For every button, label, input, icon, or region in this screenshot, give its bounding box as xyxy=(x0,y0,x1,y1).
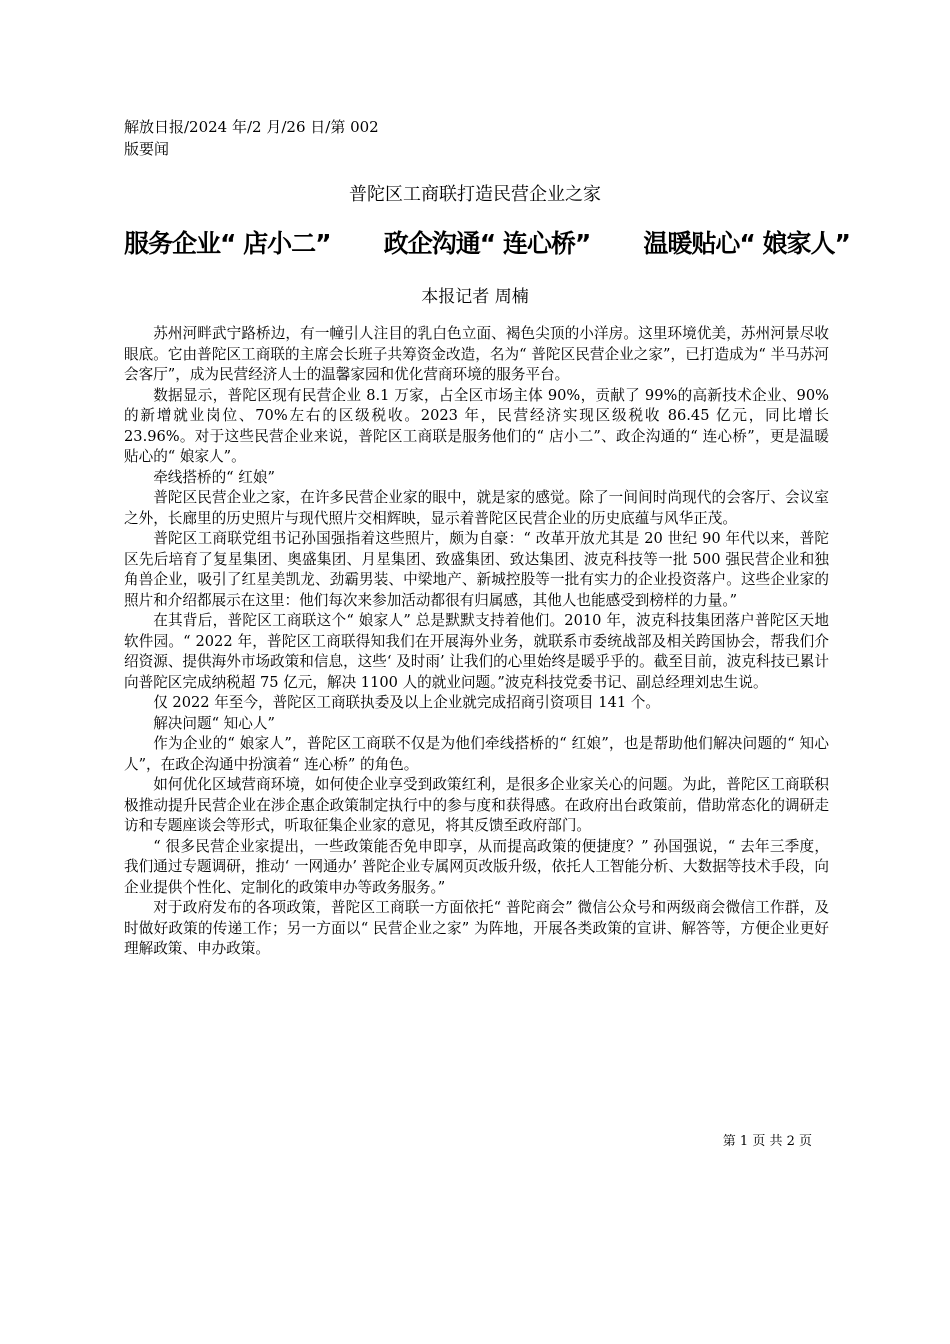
paragraph: 在其背后，普陀区工商联这个“ 娘家人” 总是默默支持着他们。2010 年，波克科技集团落户普陀区天地软件园。“ 2022 年，普陀区工商联得知我们在开展海外业务，就联系市委统战部及相关跨国协会，帮我们介绍资源、提供海外市场政策和信息，这些‘ 及时雨’ 让我们的心里始终是暖乎乎的。截至目前，波克科技已累计向普陀区完成纳税超 75 亿元，解决 1100 人的就业问题。”波克科技党委书记、副总经理刘忠生说。 xyxy=(124,612,829,691)
source-line-1: 解放日报/2024 年/2 月/26 日/第 002 xyxy=(124,118,379,136)
page-number: 第 1 页 共 2 页 xyxy=(722,1134,812,1149)
headline-part-1: 服务企业“ 店小二” xyxy=(124,229,331,258)
paragraph: 如何优化区域营商环境，如何使企业享受到政策红利，是很多企业家关心的问题。为此，普陀区工商联积极推动提升民营企业在涉企惠企政策制定执行中的参与度和获得感。在政府出台政策前，借助常态化的调研走访和专题座谈会等形式，听取征集企业家的意见，将其反馈至政府部门。 xyxy=(124,776,829,834)
paragraph: 普陀区民营企业之家，在许多民营企业家的眼中，就是家的感觉。除了一间间时尚现代的会客厅、会议室之外，长廊里的历史照片与现代照片交相辉映，显示着普陀区民营企业的历史底蕴与风华正茂。 xyxy=(124,489,829,527)
source-line-2: 版要闻 xyxy=(124,140,170,158)
article-subtitle: 普陀区工商联打造民营企业之家 xyxy=(349,184,601,205)
article-headline xyxy=(124,224,850,260)
paragraph: 数据显示，普陀区现有民营企业 8.1 万家，占全区市场主体 90%，贡献了 99%的高新技术企业、90%的新增就业岗位、70%左右的区级税收。2023 年，民营经济实现区级税收 86.45 亿元，同比增长 23.96%。对于这些民营企业来说，普陀区工商联是服务他们的“ 店小二”、政企沟通的“ 连心桥”，更是温暖贴心的“ 娘家人”。 xyxy=(124,386,829,465)
paragraph: 对于政府发布的各项政策，普陀区工商联一方面依托“ 普陀商会” 微信公众号和两级商会微信工作群，及时做好政策的传递工作；另一方面以“ 民营企业之家” 为阵地，开展各类政策的宣讲、解答等，方便企业更好理解政策、申办政策。 xyxy=(124,899,829,957)
section-heading: 牵线搭桥的“ 红娘” xyxy=(153,468,275,486)
section-heading: 解决问题“ 知心人” xyxy=(153,714,275,732)
headline-part-3: 温暖贴心“ 娘家人” xyxy=(643,229,850,258)
source-info xyxy=(124,116,379,160)
article-body xyxy=(124,324,829,960)
paragraph: 仅 2022 年至今，普陀区工商联执委及以上企业就完成招商引资项目 141 个。 xyxy=(153,694,660,711)
paragraph: 作为企业的“ 娘家人”，普陀区工商联不仅是为他们牵线搭桥的“ 红娘”，也是帮助他们解决问题的“ 知心人”，在政企沟通中扮演着“ 连心桥” 的角色。 xyxy=(124,735,829,773)
headline-part-2: 政企沟通“ 连心桥” xyxy=(383,229,591,258)
byline: 本报记者 周楠 xyxy=(421,287,529,307)
paragraph: “ 很多民营企业家提出，一些政策能否免申即享，从而提高政策的便捷度？” 孙国强说，“ 去年三季度，我们通过专题调研，推动‘ 一网通办’ 普陀企业专属网页改版升级，依托人工智能分析、大数据等技术手段，向企业提供个性化、定制化的政策申办等政务服务。” xyxy=(124,837,829,896)
paragraph: 苏州河畔武宁路桥边，有一幢引人注目的乳白色立面、褐色尖顶的小洋房。这里环境优美，苏州河景尽收眼底。它由普陀区工商联的主席会长班子共筹资金改造，名为“ 普陀区民营企业之家”，已打造成为“ 半马苏河会客厅”，成为民营经济人士的温馨家园和优化营商环境的服务平台。 xyxy=(124,325,829,383)
paragraph: 普陀区工商联党组书记孙国强指着这些照片，颇为自豪：“ 改革开放尤其是 20 世纪 90 年代以来，普陀区先后培育了复星集团、奥盛集团、月星集团、致盛集团、致达集团、波克科技等一批 500 强民营企业和独角兽企业，吸引了红星美凯龙、劲霸男装、中梁地产、新城控股等一批有实力的企业投资落户。这些企业家的照片和介绍都展示在这里：他们每次来参加活动都很有归属感，其他人也能感受到榜样的力量。” xyxy=(124,530,829,609)
